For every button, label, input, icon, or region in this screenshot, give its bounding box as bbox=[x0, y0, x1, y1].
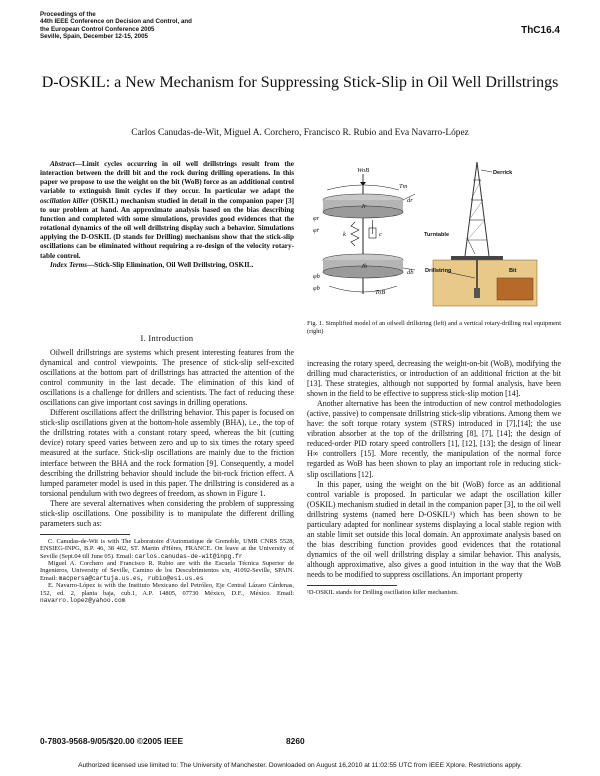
figure-caption: Fig. 1. Simplified model of an oilwell drillstring (left) and a vertical rotary-drilling real equipment (right) bbox=[307, 320, 561, 335]
proceedings-line: Seville, Spain, December 12-15, 2005 bbox=[40, 32, 149, 40]
jb-label: Jb bbox=[361, 263, 368, 270]
session-code: ThC16.4 bbox=[521, 25, 560, 36]
phi-b-label: φb bbox=[313, 273, 320, 280]
proceedings-line: Proceedings of the bbox=[40, 11, 96, 18]
paragraph: In this paper, using the weight on the bit (WoB) force as an additional control variable is proposed. In particular we adapt the oscillation killer (OSKIL) mechanism studied in detail in the companion paper [3], to the oil well drillstring systems (named here D-OSKIL¹) which has been shown to be particulary adapted for nonlinear systems displaying a local stable region with an stable limit set outside this local domain. An approximate analysis based on the bias describing function provides good evidences that the rotational dynamics of the oil well drillstring display a similar behavior. This analysis, although approximative, also gives a good intuition in the way that the WoB needs to be modified to suppress oscillations. An important property bbox=[307, 479, 561, 579]
paper-title: D-OSKIL: a New Mechanism for Suppressing Stick-Slip in Oil Well Drillstrings bbox=[41, 74, 559, 91]
column-left bbox=[40, 348, 294, 605]
db-label: db bbox=[407, 269, 414, 276]
paragraph: Oilwell drillstrings are systems which present interesting features from the dynamical and control viewpoints. The presence of stick-slip self-excited oscillations at the bottom part of drillstrings has attracted the attention of the control community in the last decade. The elimination of this kind of oscillations is a challenge for drillers and scientists. The fact of reducing these oscillations can give important cost savings in drilling operations. bbox=[40, 348, 294, 408]
phi-b-dot-label: φ̇b bbox=[313, 285, 320, 292]
footnote: Miguel A. Corchero and Francisco R. Rubio are with the Escuela Técnica Superior de Ingenieros, University of Seville, Camino de los Descubrimientos s/n, 41092-Seville, SPAIN. Email: macpersa@cartuja.us.es, rubio@esi.us.es bbox=[40, 560, 294, 582]
bit-label: Bit bbox=[509, 268, 517, 274]
footnote-rule bbox=[307, 585, 397, 586]
email: carlos.canudas-de-wit@inpg.fr bbox=[134, 552, 243, 560]
footnote: E. Navarro-López is with the Instituto Mexicano del Petróleo, Eje Central Lázaro Cárdenas, 152, ed. 2, planta baja, cub.1, A.P. 14805, 07730 México, D.F., México. Email: navarro.lopez@yahoo.com bbox=[40, 582, 294, 605]
abstract-text: (OSKIL) mechanism studied in detail in the companion paper [3] to our problem at hand. An approximate analysis based on the bias describing function and completed with some simulations, provides good evidences that the rotational dynamics of the oil well drillstring display such a behavior. Simulations applying the D-OSKIL (D stands for Drilling) mechanism show that the stick-slip oscillations can be eliminated without requiring a re-design of the velocity rotary-table control. bbox=[40, 196, 294, 260]
drillstring-label: Drillstring bbox=[425, 268, 452, 274]
isbn-line: 0-7803-9568-9/05/$20.00 ©2005 IEEE bbox=[40, 736, 184, 746]
footnote: C. Canudas-de-Wit is with The Laboratoire d'Automatique de Grenoble, UMR CNRS 5528, ENSIEG-INPG, B.P. 46, 38 402, ST. Martin d'Hères, FRANCE. On leave at the University of Seville (Sept.04 till June 05). Email: carlos.canudas-de-wit@inpg.fr bbox=[40, 537, 294, 560]
tm-label: Tm bbox=[399, 183, 408, 190]
proceedings-header bbox=[40, 11, 300, 40]
footnote-right: ¹D-OSKIL stands for Drilling oscillation killer mechanism. bbox=[307, 589, 459, 597]
abstract bbox=[40, 160, 294, 270]
paragraph: Another alternative has been the introduction of new control methodologies (active, passive) to compensate drillstring stick-slip vibrations. Among them we have: the soft torque rotary system (STRS) introduced in [7],[14]; the use vibration absorber at the top of the drillstring [8], [7], [14]; the design of reduced-order PID rotary speed controllers [1], [12], [13]; the design of linear H∞ controllers [15]. More recently, the manipulation of the normal force regarded as WoB has been shown to play an important role in reducing stick-slip oscillations [12]. bbox=[307, 399, 561, 479]
paragraph: Different oscillations affect the drillstring behavior. This paper is focused on stick-slip oscillations given at the bottom-hole assembly (BHA), i.e., the top of the drillstring rotates with a constant rotary speed, whereas the bit (cutting device) rotary speed varies between zero and up to six times the rotary speed measured at the surface. Stick-slip oscillations are mainly due to the friction interface between the BHA and the rock formation [9]. Consequently, a model describing the drillstring behavior should include the bit-rock friction effect. A lumped parameter model is used in this paper. The drillstring is considered as a torsional pendulum with two degrees of freedom, as shown in Figure 1. bbox=[40, 408, 294, 498]
index-terms-text: —Stick-Slip Elimination, Oil Well Drillstring, OSKIL. bbox=[87, 260, 254, 269]
abstract-label: Abstract bbox=[50, 160, 75, 168]
wob-label: WoB bbox=[357, 167, 370, 174]
k-label: k bbox=[343, 231, 346, 238]
figure-1 bbox=[307, 160, 561, 320]
footnote-rule bbox=[40, 534, 130, 535]
license-notice: Authorized licensed use limited to: The University of Manchester. Downloaded on August 16,2010 at 11:02:55 UTC from IEEE Xplore. Restrictions apply. bbox=[78, 762, 522, 769]
abstract-text: —Limit cycles occurring in oil well drillstrings result from the interaction between the drill bit and the rock during drilling operations. In this paper we propose to use the weight on the bit (WoB) force as an additional control variable to extinguish limit cycles if they occur. In particular we adapt the bbox=[40, 160, 294, 196]
column-right bbox=[307, 359, 561, 596]
lumped-model bbox=[313, 167, 415, 296]
c-label: c bbox=[379, 231, 382, 238]
jr-label: Jr bbox=[361, 203, 367, 210]
tob-label: ToB bbox=[375, 289, 386, 296]
email: macpersa@cartuja.us.es, rubio@esi.us.es bbox=[58, 574, 204, 582]
drillstring-diagram bbox=[307, 160, 561, 318]
derrick-label: Derrick bbox=[493, 170, 513, 176]
page-number: 8260 bbox=[286, 736, 305, 746]
section-heading: I. Introduction bbox=[140, 334, 194, 343]
paragraph: increasing the rotary speed, decreasing the weight-on-bit (WoB), modifying the drilling mud characteristics, or introduction of an additional friction at the bit [13]. These strategies, although not supported by formal analysis, have been shown in the field to be effective to suppress stick-slip motion [14]. bbox=[307, 359, 561, 399]
footnotes bbox=[40, 538, 294, 605]
abstract-emphasis: oscillation killer bbox=[40, 196, 89, 205]
phi-r-dot-label: φ̇r bbox=[313, 227, 320, 234]
paragraph: There are several alternatives when considering the problem of suppressing stick-slip oscillations. One possibility is to manipulate the different drilling parameters such as: bbox=[40, 498, 294, 528]
proceedings-line: 44th IEEE Conference on Decision and Control, and bbox=[40, 18, 192, 26]
phi-r-label: φr bbox=[313, 215, 320, 222]
turntable-label: Turntable bbox=[424, 232, 450, 238]
index-terms bbox=[40, 261, 294, 270]
abstract-body bbox=[40, 160, 294, 261]
rig-drawing bbox=[424, 162, 537, 306]
index-terms-label: Index Terms bbox=[50, 260, 88, 269]
proceedings-line: the European Control Conference 2005 bbox=[40, 25, 155, 33]
author-list: Carlos Canudas-de-Wit, Miguel A. Corchero, Francisco R. Rubio and Eva Navarro-López bbox=[131, 128, 469, 138]
dr-label: dr bbox=[407, 197, 413, 204]
email: navarro.lopez@yahoo.com bbox=[40, 597, 126, 605]
